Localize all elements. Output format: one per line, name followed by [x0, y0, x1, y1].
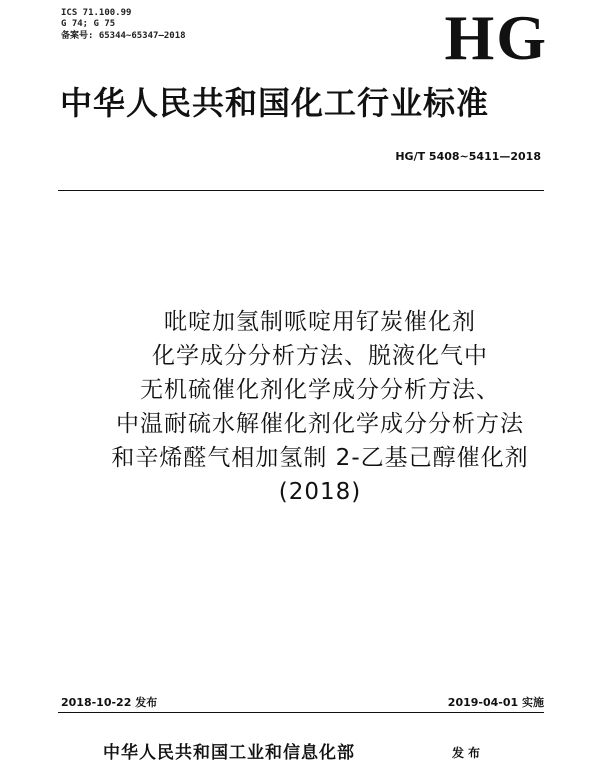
title-line: 和辛烯醛气相加氢制 2-乙基己醇催化剂	[111, 445, 529, 471]
standard-number: HG/T 5408~5411—2018	[395, 150, 541, 163]
document-title	[40, 305, 600, 509]
title-line: 吡啶加氢制哌啶用钌炭催化剂	[164, 309, 476, 335]
issue-date: 2018-10-22 发布	[61, 696, 158, 709]
issuing-authority: 中华人民共和国工业和信息化部	[103, 743, 355, 763]
title-line: 中温耐硫水解催化剂化学成分分析方法	[116, 411, 524, 437]
filing-number: 备案号: 65344~65347—2018	[61, 31, 186, 41]
issuer-action: 发布	[452, 746, 485, 760]
title-line: 无机硫催化剂化学成分分析方法、	[140, 377, 500, 403]
title-line: 化学成分分析方法、脱液化气中	[152, 343, 488, 369]
footer-divider	[58, 712, 544, 713]
classification-code: G 74; G 75	[61, 19, 116, 29]
title-year: (2018)	[278, 479, 362, 505]
standard-category-title: 中华人民共和国化工行业标准	[60, 84, 490, 122]
implementation-date: 2019-04-01 实施	[447, 696, 544, 709]
header-divider	[58, 190, 544, 191]
hg-logo: HG	[444, 2, 548, 73]
ics-code: ICS 71.100.99	[61, 8, 132, 18]
